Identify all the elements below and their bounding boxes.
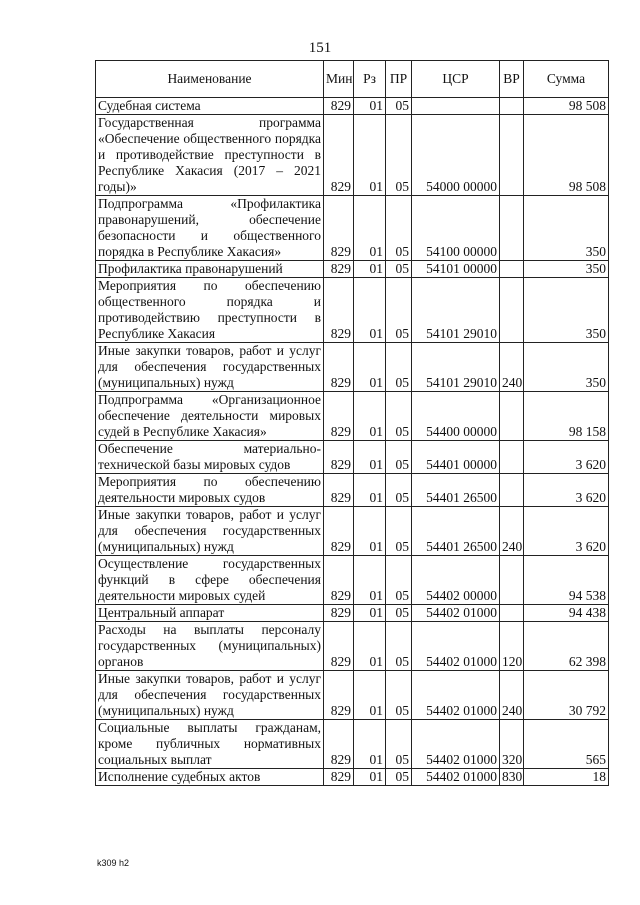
table-row bbox=[96, 278, 609, 343]
cell-name: Осуществление государственных функций в сфере обеспечения деятельности мировых судей bbox=[96, 556, 324, 605]
cell-csr: 54101 29010 bbox=[412, 278, 500, 343]
header-csr: ЦСР bbox=[412, 61, 500, 98]
cell-sum: 30 792 bbox=[524, 671, 609, 720]
table-row bbox=[96, 392, 609, 441]
table-row bbox=[96, 343, 609, 392]
table-row bbox=[96, 769, 609, 786]
header-min: Мин bbox=[324, 61, 354, 98]
cell-sum: 3 620 bbox=[524, 507, 609, 556]
cell-min: 829 bbox=[324, 671, 354, 720]
cell-rz: 01 bbox=[354, 261, 386, 278]
cell-vr bbox=[500, 605, 524, 622]
cell-sum: 3 620 bbox=[524, 441, 609, 474]
cell-sum: 98 158 bbox=[524, 392, 609, 441]
table-row bbox=[96, 115, 609, 196]
cell-sum: 62 398 bbox=[524, 622, 609, 671]
cell-csr: 54402 01000 bbox=[412, 605, 500, 622]
cell-sum: 350 bbox=[524, 261, 609, 278]
cell-rz: 01 bbox=[354, 196, 386, 261]
cell-pr: 05 bbox=[386, 441, 412, 474]
cell-vr bbox=[500, 278, 524, 343]
cell-min: 829 bbox=[324, 98, 354, 115]
cell-vr bbox=[500, 474, 524, 507]
cell-name: Иные закупки товаров, работ и услуг для обеспечения государственных (муниципальных) нужд bbox=[96, 343, 324, 392]
cell-sum: 94 538 bbox=[524, 556, 609, 605]
cell-csr: 54402 01000 bbox=[412, 622, 500, 671]
cell-rz: 01 bbox=[354, 98, 386, 115]
cell-rz: 01 bbox=[354, 622, 386, 671]
cell-vr bbox=[500, 261, 524, 278]
cell-csr: 54402 01000 bbox=[412, 769, 500, 786]
cell-csr: 54402 00000 bbox=[412, 556, 500, 605]
cell-name: Иные закупки товаров, работ и услуг для обеспечения государственных (муниципальных) нужд bbox=[96, 671, 324, 720]
cell-rz: 01 bbox=[354, 720, 386, 769]
cell-name: Обеспечение материально-технической базы мировых судов bbox=[96, 441, 324, 474]
cell-csr: 54401 26500 bbox=[412, 474, 500, 507]
cell-rz: 01 bbox=[354, 474, 386, 507]
cell-min: 829 bbox=[324, 441, 354, 474]
cell-sum: 350 bbox=[524, 278, 609, 343]
cell-sum: 350 bbox=[524, 196, 609, 261]
cell-min: 829 bbox=[324, 720, 354, 769]
cell-pr: 05 bbox=[386, 261, 412, 278]
cell-sum: 94 438 bbox=[524, 605, 609, 622]
cell-min: 829 bbox=[324, 261, 354, 278]
cell-vr bbox=[500, 556, 524, 605]
cell-rz: 01 bbox=[354, 556, 386, 605]
cell-rz: 01 bbox=[354, 769, 386, 786]
table-row bbox=[96, 261, 609, 278]
table-row bbox=[96, 507, 609, 556]
cell-name: Государственная программа «Обеспечение общественного порядка и противодействие преступности в Республике Хакасия (2017 – 2021 годы)» bbox=[96, 115, 324, 196]
cell-min: 829 bbox=[324, 605, 354, 622]
cell-name: Иные закупки товаров, работ и услуг для обеспечения государственных (муниципальных) нужд bbox=[96, 507, 324, 556]
table-row bbox=[96, 671, 609, 720]
cell-csr: 54101 29010 bbox=[412, 343, 500, 392]
cell-rz: 01 bbox=[354, 343, 386, 392]
cell-pr: 05 bbox=[386, 196, 412, 261]
table-row bbox=[96, 196, 609, 261]
cell-rz: 01 bbox=[354, 392, 386, 441]
header-pr: ПР bbox=[386, 61, 412, 98]
cell-vr: 830 bbox=[500, 769, 524, 786]
budget-table bbox=[95, 60, 609, 786]
table-row bbox=[96, 622, 609, 671]
cell-pr: 05 bbox=[386, 98, 412, 115]
cell-csr: 54401 00000 bbox=[412, 441, 500, 474]
cell-min: 829 bbox=[324, 196, 354, 261]
cell-rz: 01 bbox=[354, 441, 386, 474]
table-row bbox=[96, 720, 609, 769]
cell-pr: 05 bbox=[386, 474, 412, 507]
cell-pr: 05 bbox=[386, 605, 412, 622]
cell-vr: 320 bbox=[500, 720, 524, 769]
header-rz: Рз bbox=[354, 61, 386, 98]
cell-vr bbox=[500, 98, 524, 115]
cell-rz: 01 bbox=[354, 605, 386, 622]
cell-vr bbox=[500, 196, 524, 261]
cell-pr: 05 bbox=[386, 769, 412, 786]
cell-min: 829 bbox=[324, 474, 354, 507]
cell-min: 829 bbox=[324, 622, 354, 671]
cell-name: Судебная система bbox=[96, 98, 324, 115]
cell-rz: 01 bbox=[354, 671, 386, 720]
header-name: Наименование bbox=[96, 61, 324, 98]
page-number: 151 bbox=[308, 40, 332, 56]
cell-csr: 54400 00000 bbox=[412, 392, 500, 441]
table-row bbox=[96, 98, 609, 115]
cell-name: Подпрограмма «Организационное обеспечение деятельности мировых судей в Республике Хакасия» bbox=[96, 392, 324, 441]
cell-min: 829 bbox=[324, 769, 354, 786]
cell-min: 829 bbox=[324, 278, 354, 343]
cell-csr: 54401 26500 bbox=[412, 507, 500, 556]
cell-name: Мероприятия по обеспечению деятельности мировых судов bbox=[96, 474, 324, 507]
cell-rz: 01 bbox=[354, 278, 386, 343]
cell-csr bbox=[412, 98, 500, 115]
table-header-row bbox=[96, 61, 609, 98]
cell-pr: 05 bbox=[386, 115, 412, 196]
cell-vr: 240 bbox=[500, 343, 524, 392]
cell-csr: 54402 01000 bbox=[412, 671, 500, 720]
cell-min: 829 bbox=[324, 392, 354, 441]
cell-sum: 98 508 bbox=[524, 98, 609, 115]
cell-pr: 05 bbox=[386, 507, 412, 556]
cell-pr: 05 bbox=[386, 392, 412, 441]
cell-name: Подпрограмма «Профилактика правонарушений, обеспечение безопасности и общественного порядка в Республике Хакасия» bbox=[96, 196, 324, 261]
cell-sum: 350 bbox=[524, 343, 609, 392]
cell-csr: 54100 00000 bbox=[412, 196, 500, 261]
cell-name: Центральный аппарат bbox=[96, 605, 324, 622]
header-vr: ВР bbox=[500, 61, 524, 98]
cell-sum: 18 bbox=[524, 769, 609, 786]
cell-min: 829 bbox=[324, 507, 354, 556]
cell-pr: 05 bbox=[386, 671, 412, 720]
cell-vr bbox=[500, 441, 524, 474]
cell-name: Социальные выплаты гражданам, кроме публичных нормативных социальных выплат bbox=[96, 720, 324, 769]
table-row bbox=[96, 605, 609, 622]
header-sum: Сумма bbox=[524, 61, 609, 98]
cell-pr: 05 bbox=[386, 622, 412, 671]
cell-name: Расходы на выплаты персоналу государственных (муниципальных) органов bbox=[96, 622, 324, 671]
cell-csr: 54402 01000 bbox=[412, 720, 500, 769]
cell-name: Профилактика правонарушений bbox=[96, 261, 324, 278]
table-row bbox=[96, 556, 609, 605]
cell-rz: 01 bbox=[354, 115, 386, 196]
table-row bbox=[96, 474, 609, 507]
cell-vr: 120 bbox=[500, 622, 524, 671]
cell-sum: 3 620 bbox=[524, 474, 609, 507]
footer-code: k309 h2 bbox=[97, 858, 130, 868]
cell-min: 829 bbox=[324, 556, 354, 605]
cell-vr bbox=[500, 115, 524, 196]
table-body bbox=[96, 98, 609, 786]
cell-vr: 240 bbox=[500, 507, 524, 556]
cell-csr: 54101 00000 bbox=[412, 261, 500, 278]
cell-min: 829 bbox=[324, 115, 354, 196]
cell-pr: 05 bbox=[386, 556, 412, 605]
cell-name: Исполнение судебных актов bbox=[96, 769, 324, 786]
cell-vr bbox=[500, 392, 524, 441]
cell-sum: 565 bbox=[524, 720, 609, 769]
cell-pr: 05 bbox=[386, 278, 412, 343]
cell-vr: 240 bbox=[500, 671, 524, 720]
cell-rz: 01 bbox=[354, 507, 386, 556]
cell-min: 829 bbox=[324, 343, 354, 392]
cell-pr: 05 bbox=[386, 720, 412, 769]
cell-sum: 98 508 bbox=[524, 115, 609, 196]
cell-csr: 54000 00000 bbox=[412, 115, 500, 196]
table-row bbox=[96, 441, 609, 474]
cell-name: Мероприятия по обеспечению общественного порядка и противодействию преступности в Республике Хакасия bbox=[96, 278, 324, 343]
cell-pr: 05 bbox=[386, 343, 412, 392]
